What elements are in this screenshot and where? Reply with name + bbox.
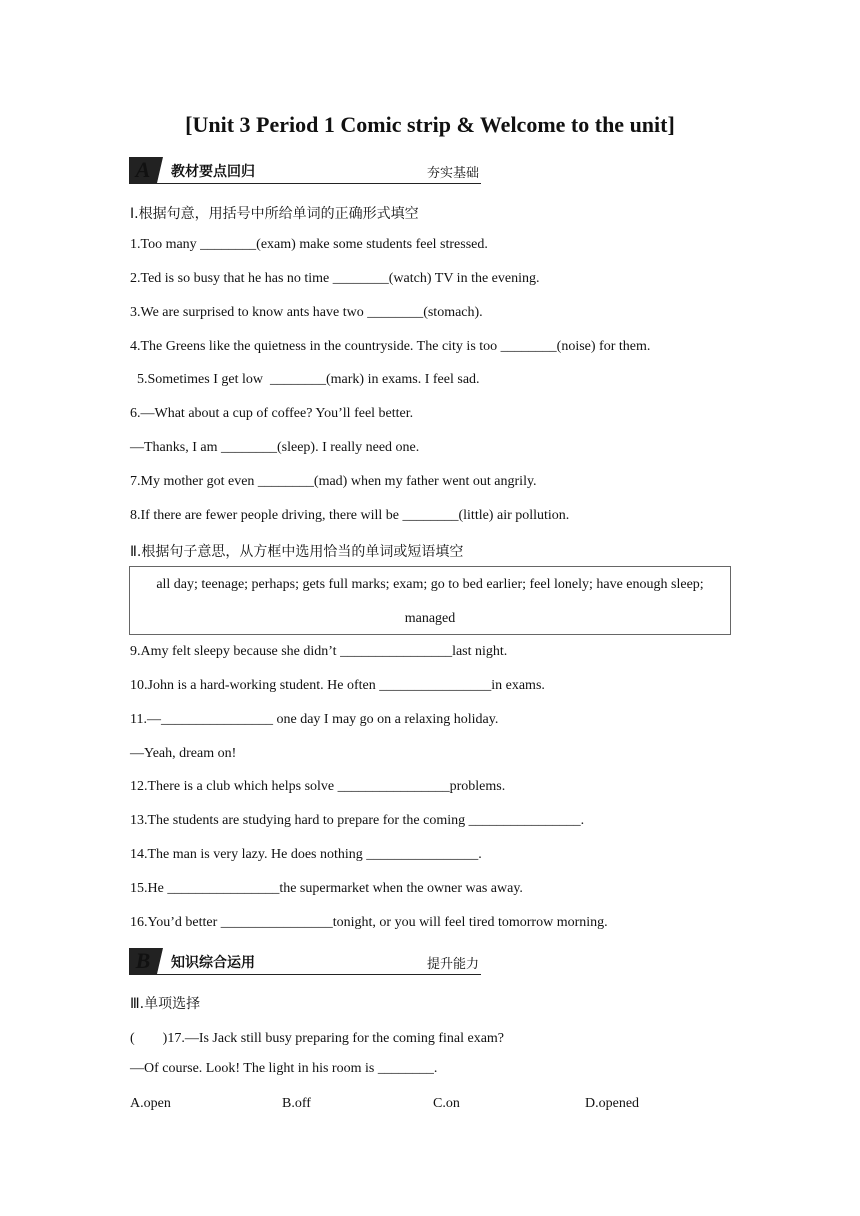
option-d: D.opened — [585, 1096, 640, 1111]
word-bank-line-2: managed — [404, 611, 456, 626]
question-6: 6.—What about a cup of coffee? You’ll feel better. — [130, 406, 414, 421]
question-13: 13.The students are studying hard to prepare for the coming ________________. — [130, 813, 585, 828]
word-bank-box — [129, 566, 731, 635]
question-17: ( )17.—Is Jack still busy preparing for the coming final exam? — [130, 1031, 505, 1046]
section-banner-b — [129, 948, 481, 975]
question-1: 1.Too many ________(exam) make some students feel stressed. — [130, 237, 488, 252]
page-title: [Unit 3 Period 1 Comic strip & Welcome to the unit] — [185, 112, 675, 137]
word-bank-line-1: all day; teenage; perhaps; gets full marks; exam; go to bed earlier; feel lonely; have enough sleep; — [156, 577, 704, 592]
banner-tag-a: 夯实基础 — [426, 166, 479, 181]
question-17-reply: —Of course. Look! The light in his room is ________. — [130, 1061, 438, 1076]
question-15: 15.He ________________the supermarket when the owner was away. — [130, 881, 523, 896]
question-8: 8.If there are fewer people driving, there will be ________(little) air pollution. — [130, 508, 570, 523]
banner-badge-b: B — [129, 948, 157, 974]
question-4: 4.The Greens like the quietness in the countryside. The city is too ________(noise) for them. — [130, 339, 651, 354]
question-3: 3.We are surprised to know ants have two ________(stomach). — [130, 305, 483, 320]
question-14: 14.The man is very lazy. He does nothing ________________. — [130, 847, 482, 862]
option-b: B.off — [282, 1096, 311, 1111]
option-c: C.on — [433, 1096, 460, 1111]
section1-heading: Ⅰ.根据句意，用括号中所给单词的正确形式填空 — [130, 206, 419, 222]
question-2: 2.Ted is so busy that he has no time ________(watch) TV in the evening. — [130, 271, 540, 286]
option-a: A.open — [130, 1096, 171, 1111]
question-7: 7.My mother got even ________(mad) when my father went out angrily. — [130, 474, 537, 489]
question-10: 10.John is a hard-working student. He often ________________in exams. — [130, 678, 545, 693]
banner-badge-a: A — [129, 157, 157, 183]
section3-heading: Ⅲ.单项选择 — [130, 996, 201, 1012]
question-16: 16.You’d better ________________tonight, or you will feel tired tomorrow morning. — [130, 915, 608, 930]
section-banner-a — [129, 157, 481, 184]
question-5: 5.Sometimes I get low ________(mark) in exams. I feel sad. — [130, 372, 480, 387]
banner-heading-b: 知识综合运用 — [171, 955, 255, 971]
banner-heading-a: 教材要点回归 — [171, 164, 255, 180]
question-9: 9.Amy felt sleepy because she didn’t ________________last night. — [130, 644, 508, 659]
question-6-reply: —Thanks, I am ________(sleep). I really need one. — [130, 440, 420, 455]
banner-tag-b: 提升能力 — [426, 957, 479, 972]
question-11-reply: —Yeah, dream on! — [130, 746, 237, 761]
question-11: 11.—________________ one day I may go on a relaxing holiday. — [130, 712, 499, 727]
section2-heading: Ⅱ.根据句子意思，从方框中选用恰当的单词或短语填空 — [130, 544, 464, 560]
question-12: 12.There is a club which helps solve ________________problems. — [130, 779, 506, 794]
